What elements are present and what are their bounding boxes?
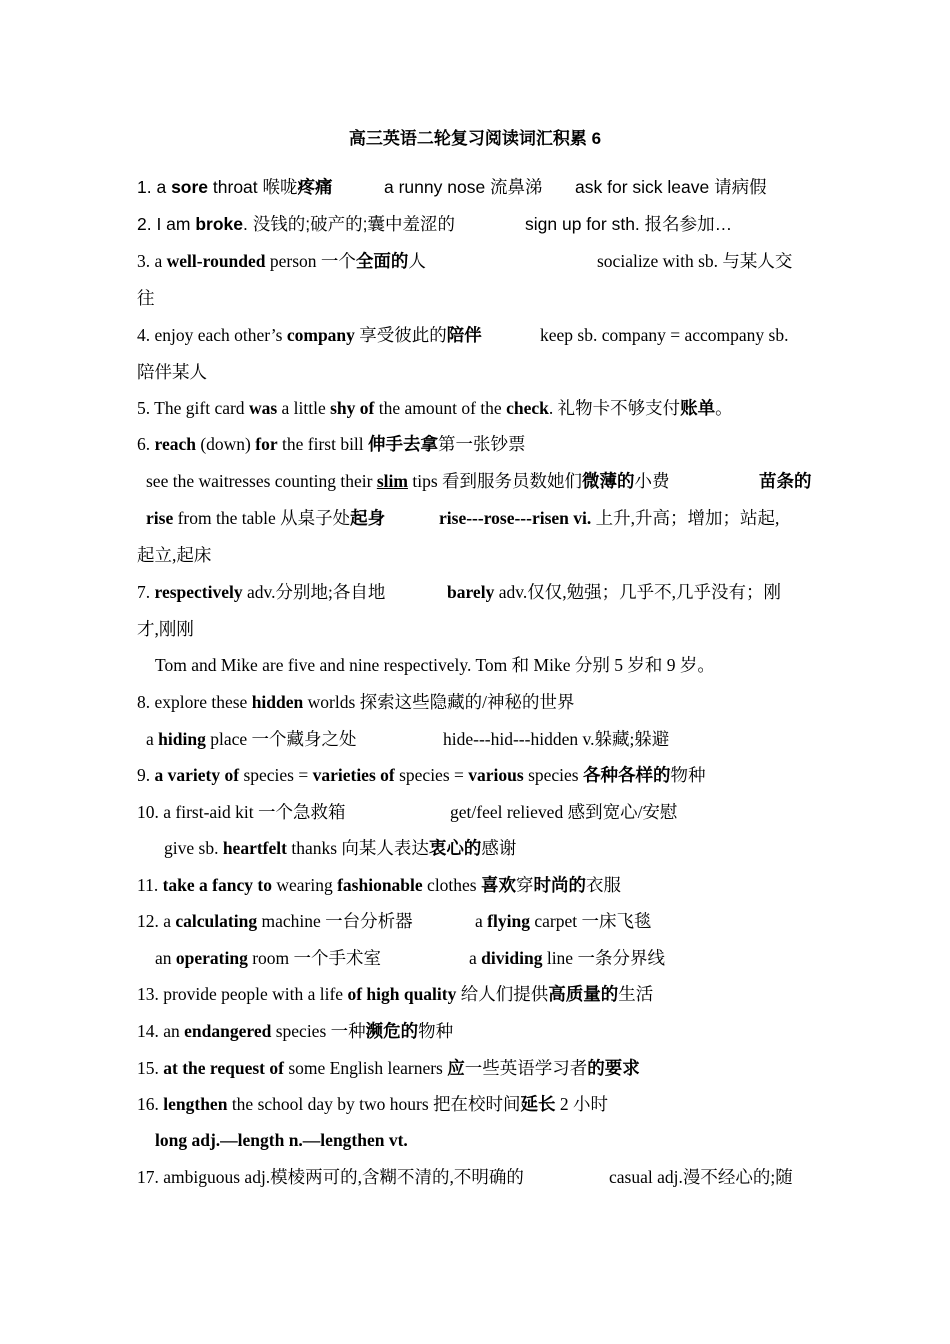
text-run: . 没钱的;破产的;囊中羞涩的 [243, 214, 455, 234]
text-run: 享受彼此的 [354, 325, 447, 345]
text-run: socialize with sb. 与某人交 [597, 251, 793, 271]
bold-term: reach [154, 434, 196, 454]
bold-term: 苗条的 [759, 471, 812, 491]
bold-term: 起身 [350, 508, 386, 528]
vocab-entry [443, 727, 669, 751]
bold-term: 应 [447, 1058, 465, 1078]
text-run: 起立,起床 [137, 545, 212, 565]
bold-term: 疼痛 [297, 177, 333, 197]
bold-term: rise [146, 508, 174, 528]
text-run: hide---hid---hidden v.躲藏;躲避 [443, 729, 670, 749]
text-run: line 一条分界线 [542, 948, 665, 968]
text-run: some English learners [283, 1058, 448, 1078]
text-run: give sb. [164, 838, 223, 858]
vocab-entry [137, 396, 733, 420]
vocab-entry [525, 212, 732, 236]
text-run: the amount of the [374, 398, 507, 418]
vocab-entry [575, 175, 767, 199]
bold-term: 时尚的 [533, 875, 586, 895]
document-title: 高三英语二轮复习阅读词汇积累 6 [348, 129, 602, 148]
bold-term: 延长 [520, 1094, 556, 1114]
bold-term: endangered [184, 1021, 272, 1041]
bold-term [377, 471, 408, 491]
bold-term: 高质量的 [548, 984, 619, 1004]
text-run: 13. provide people with a life [137, 984, 348, 1004]
text-run: 17. ambiguous adj.模棱两可的,含糊不清的,不明确的 [137, 1167, 524, 1187]
bold-term: company [286, 325, 355, 345]
text-run: 陪伴某人 [137, 362, 207, 382]
text-run: 3. a [137, 251, 167, 271]
text-run: (down) [195, 434, 256, 454]
bold-term: fashionable [337, 875, 423, 895]
vocab-entry [597, 249, 792, 273]
text-run: an [155, 948, 176, 968]
text-run: room 一个手术室 [247, 948, 382, 968]
text-run: a runny nose 流鼻涕 [384, 177, 543, 197]
vocab-entry [137, 909, 413, 933]
text-run: 11. [137, 875, 163, 895]
vocab-entry [137, 873, 621, 897]
text-run: 人 [408, 251, 426, 271]
bold-term: barely [447, 582, 495, 602]
vocab-entry [137, 1019, 453, 1043]
text-run: worlds 探索这些隐藏的/神秘的世界 [303, 692, 575, 712]
bold-term: at the request of [163, 1058, 284, 1078]
text-run: see the waitresses counting their [146, 471, 377, 491]
text-run: 16. [137, 1094, 164, 1114]
vocab-entry [146, 469, 670, 493]
text-run: a little [277, 398, 331, 418]
text-run: thanks 向某人表达 [286, 838, 429, 858]
bold-term: flying [487, 911, 530, 931]
vocab-entry [384, 175, 543, 199]
bold-term: varieties of [312, 765, 395, 785]
vocab-entry [137, 432, 526, 456]
text-run: a [469, 948, 482, 968]
vocab-entry [137, 982, 653, 1006]
bold-term: check [506, 398, 549, 418]
vocab-entry [475, 909, 651, 933]
text-run: 。 [715, 398, 733, 418]
bold-term: of high quality [347, 984, 457, 1004]
text-run: throat 喉咙 [208, 177, 298, 197]
text-run: species = [239, 765, 313, 785]
vocab-entry [137, 543, 211, 567]
text-run: the first bill [277, 434, 369, 454]
text-run: casual adj.漫不经心的;随 [609, 1167, 793, 1187]
bold-term: for [255, 434, 278, 454]
text-run: person 一个 [265, 251, 356, 271]
text-run: from the table 从桌子处 [173, 508, 351, 528]
vocab-entry [137, 580, 385, 604]
text-run: species 一种 [271, 1021, 366, 1041]
vocab-entry [137, 763, 705, 787]
vocab-entry [137, 323, 482, 347]
bold-term: 喜欢 [481, 875, 516, 895]
vocab-entry [137, 249, 426, 273]
vocab-entry [137, 286, 155, 310]
text-run: get/feel relieved 感到宽心/安慰 [450, 802, 678, 822]
bold-term: rise---rose---risen vi. [439, 508, 592, 528]
vocab-entry [137, 1056, 640, 1080]
vocab-entry [540, 323, 788, 347]
vocab-entry [450, 800, 677, 824]
vocab-entry [137, 175, 333, 199]
text-run: 8. explore these [137, 692, 252, 712]
bold-term: sore [171, 177, 209, 197]
text-run: keep sb. company = accompany sb. [540, 325, 789, 345]
text-run: 往 [137, 288, 155, 308]
text-run: 7. [137, 582, 155, 602]
vocab-entry [137, 617, 194, 641]
text-run: 物种 [418, 1021, 454, 1041]
text-run: 第一张钞票 [438, 434, 526, 454]
text-run: place 一个藏身之处 [205, 729, 357, 749]
vocab-entry [447, 580, 781, 604]
text-run: 上升,升高；增加；站起, [591, 508, 780, 528]
bold-term: hidden [251, 692, 304, 712]
vocab-entry [155, 946, 381, 970]
text-run: Tom and Mike are five and nine respectively. Tom 和 Mike 分别 5 岁和 9 岁。 [155, 655, 715, 675]
bold-term: well-rounded [166, 251, 266, 271]
bold-term: a variety of [154, 765, 240, 785]
text-run: the school day by two hours 把在校时间 [227, 1094, 521, 1114]
text-run: 衣服 [586, 875, 621, 895]
text-run: tips 看到服务员数她们 [407, 471, 583, 491]
bold-term: 账单 [680, 398, 716, 418]
text-run: 2 小时 [555, 1094, 609, 1114]
bold-term: respectively [154, 582, 243, 602]
text-run: machine 一台分析器 [257, 911, 413, 931]
text-run: species [523, 765, 583, 785]
bold-term: various [468, 765, 524, 785]
vocab-entry [137, 1165, 524, 1189]
bold-term: hiding [158, 729, 206, 749]
text-run: 10. a first-aid kit 一个急救箱 [137, 802, 346, 822]
bold-term: 伸手去拿 [368, 434, 439, 454]
bold-term: 全面的 [355, 251, 409, 271]
text-run: 12. a [137, 911, 176, 931]
text-run: 给人们提供 [456, 984, 549, 1004]
vocab-entry [137, 800, 346, 824]
text-run: . 礼物卡不够支付 [548, 398, 681, 418]
vocab-entry [759, 469, 812, 493]
vocab-entry [146, 506, 385, 530]
bold-term: broke [195, 214, 244, 234]
text-run: a [146, 729, 159, 749]
vocab-entry [155, 1128, 408, 1152]
text-run: 4. enjoy each other’s [137, 325, 287, 345]
text-run: adv.仅仅,勉强；几乎不,几乎没有；刚 [494, 582, 781, 602]
vocab-entry [155, 653, 715, 677]
text-run: adv.分别地;各自地 [242, 582, 386, 602]
vocab-entry [439, 506, 779, 530]
text-run: a [475, 911, 488, 931]
text-run: 9. [137, 765, 155, 785]
text-run: 小费 [634, 471, 670, 491]
text-run: 一些英语学习者 [464, 1058, 588, 1078]
text-run: 5. The gift card [137, 398, 249, 418]
text-run: 生活 [618, 984, 654, 1004]
bold-term: was [248, 398, 278, 418]
underlined-term: slim [376, 471, 408, 491]
text-run: sign up for sth. 报名参加… [525, 214, 733, 234]
text-run: 物种 [670, 765, 706, 785]
bold-term: 衷心的 [428, 838, 482, 858]
bold-term: 陪伴 [446, 325, 482, 345]
vocab-entry [137, 690, 575, 714]
vocab-entry [146, 727, 357, 751]
text-run: 2. I am [137, 214, 196, 234]
vocab-entry [137, 360, 207, 384]
text-run: 穿 [516, 875, 534, 895]
text-run: clothes [422, 875, 481, 895]
bold-term: take a fancy to [162, 875, 272, 895]
bold-term: shy of [330, 398, 375, 418]
text-run: 6. [137, 434, 155, 454]
text-run: 才,刚刚 [137, 619, 194, 639]
bold-term: 微薄的 [582, 471, 635, 491]
vocab-entry [609, 1165, 793, 1189]
text-run: carpet 一床飞毯 [529, 911, 652, 931]
bold-term: heartfelt [222, 838, 287, 858]
text-run: 15. [137, 1058, 164, 1078]
bold-term: 各种各样的 [582, 765, 671, 785]
text-run: 感谢 [481, 838, 517, 858]
vocab-entry [137, 212, 455, 236]
text-run: wearing [271, 875, 338, 895]
bold-term: calculating [175, 911, 258, 931]
text-run: ask for sick leave 请病假 [575, 177, 767, 197]
bold-term: 濒危的 [365, 1021, 419, 1041]
text-run: 1. a [137, 177, 172, 197]
vocab-entry [137, 1092, 608, 1116]
text-run: species = [394, 765, 469, 785]
bold-term: long adj.—length n.—lengthen vt. [155, 1130, 408, 1150]
bold-term: dividing [481, 948, 543, 968]
bold-term: lengthen [163, 1094, 228, 1114]
bold-term: 的要求 [587, 1058, 640, 1078]
text-run: 14. an [137, 1021, 185, 1041]
vocab-entry [469, 946, 665, 970]
vocab-entry [164, 836, 516, 860]
bold-term: operating [175, 948, 248, 968]
